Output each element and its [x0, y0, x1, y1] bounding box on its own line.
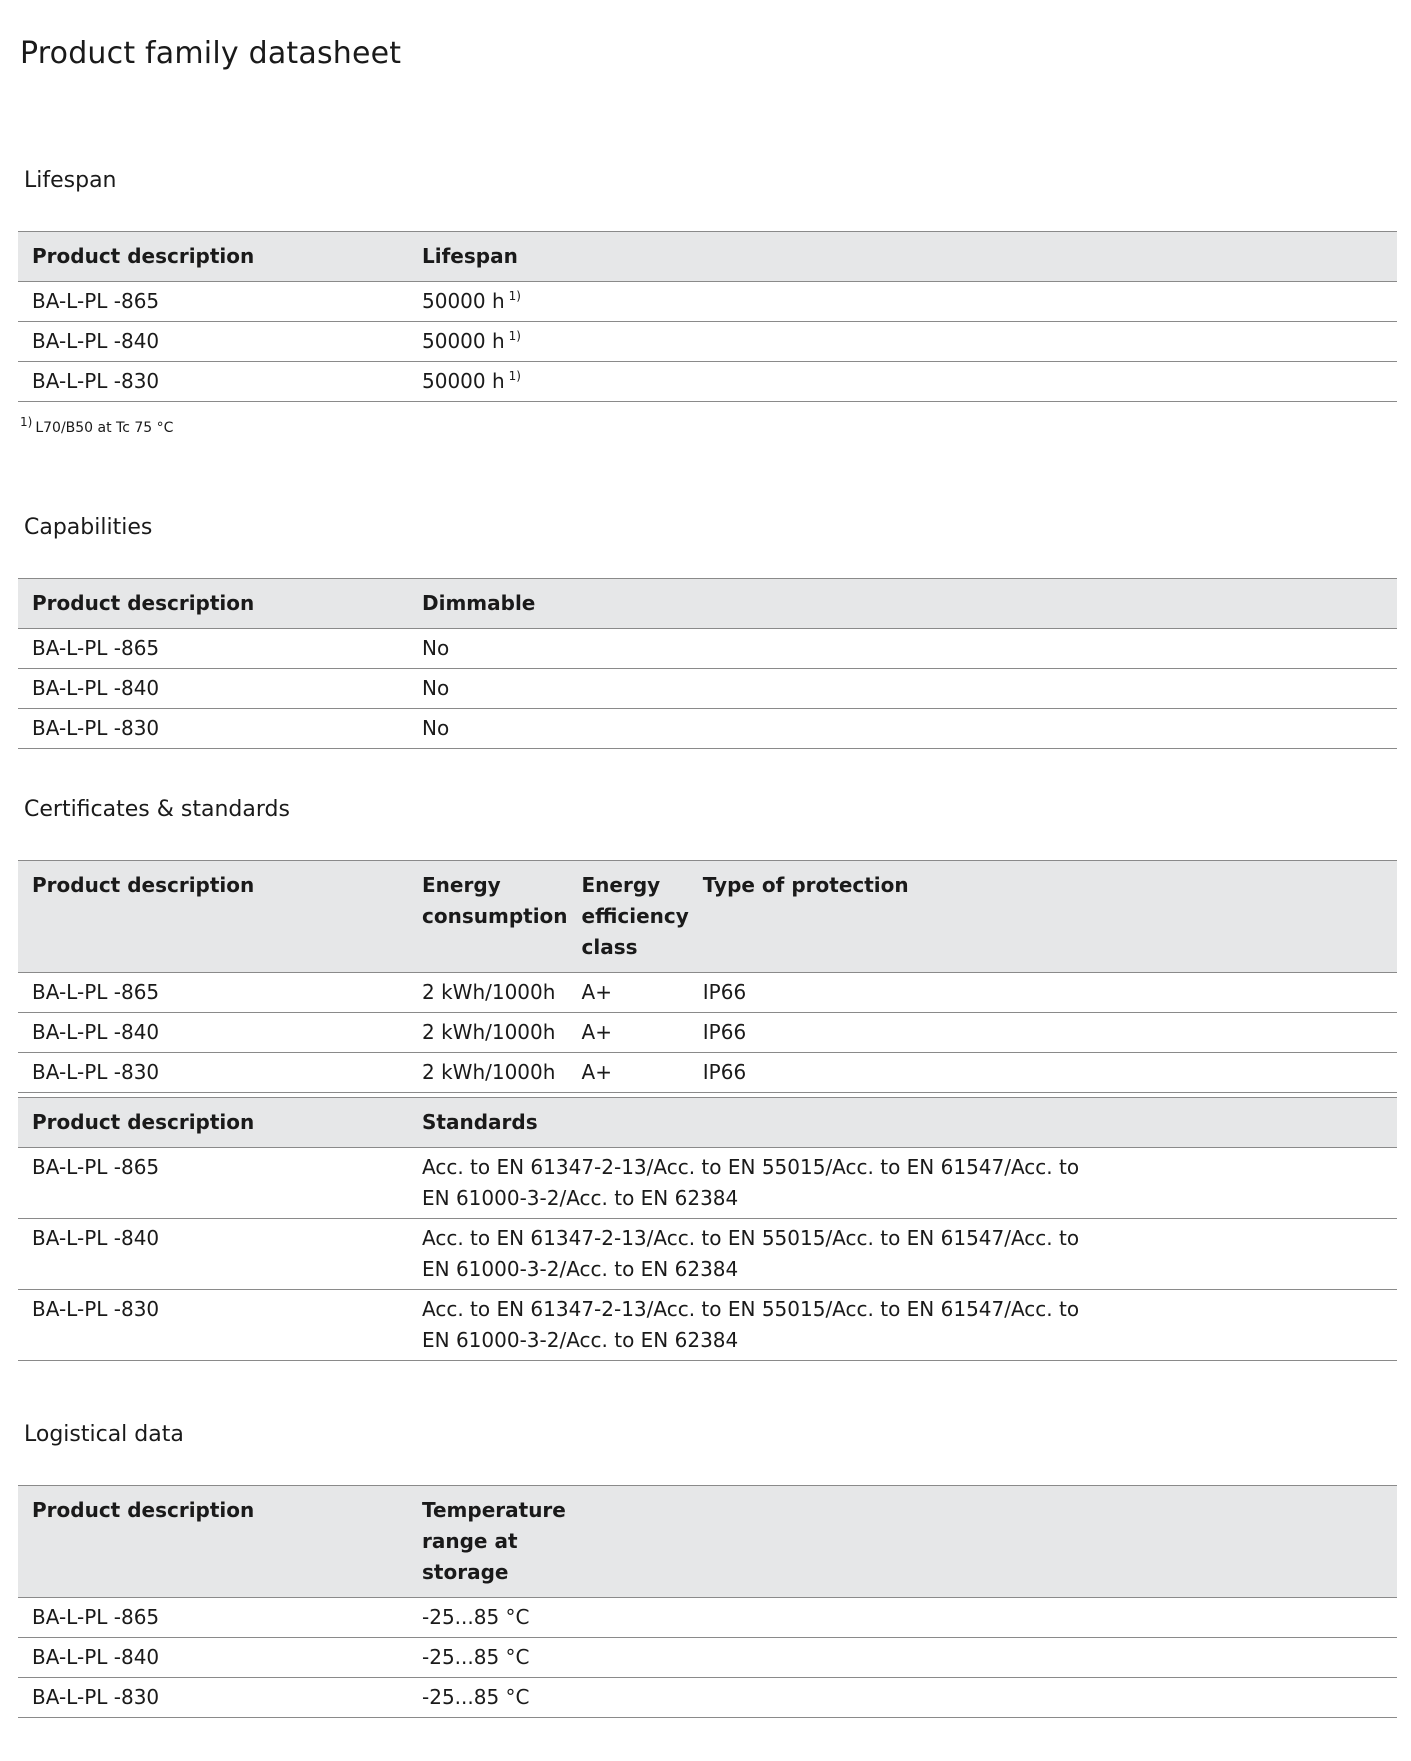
- table-row: [18, 629, 1397, 669]
- footnote: [20, 415, 174, 436]
- efficiency-cell: A+: [568, 973, 689, 1013]
- temperature-cell: -25...85 °C: [408, 1678, 1397, 1718]
- standards-cell: Acc. to EN 61347-2-13/Acc. to EN 55015/Acc. to EN 61547/Acc. to EN 61000-3-2/Acc. to EN 62384: [408, 1290, 1397, 1361]
- product-cell: BA-L-PL -840: [18, 322, 408, 362]
- lifespan-value: 50000 h: [422, 289, 505, 313]
- energy-cell: 2 kWh/1000h: [408, 973, 568, 1013]
- footnote-ref: 1): [508, 289, 521, 303]
- column-header: Type of protection: [689, 861, 1397, 973]
- product-cell: BA-L-PL -840: [18, 1638, 408, 1678]
- table-row: [18, 1678, 1397, 1718]
- column-header: [408, 1486, 1397, 1598]
- column-header: Product description: [18, 579, 408, 629]
- section-title-capabilities: Capabilities: [24, 515, 153, 540]
- certificates-table: [18, 860, 1397, 1093]
- table-header-row: [18, 1486, 1397, 1598]
- table-row: [18, 1638, 1397, 1678]
- lifespan-table: [18, 231, 1397, 402]
- column-header: Product description: [18, 1098, 408, 1148]
- footnote-ref: 1): [508, 369, 521, 383]
- page-title: Product family datasheet: [20, 36, 402, 71]
- table-row: [18, 1290, 1397, 1361]
- table-header-row: [18, 232, 1397, 282]
- table-header-row: [18, 1098, 1397, 1148]
- product-cell: BA-L-PL -865: [18, 629, 408, 669]
- column-header: Energy efficiency class: [568, 861, 689, 973]
- dimmable-cell: No: [408, 629, 1397, 669]
- product-cell: BA-L-PL -830: [18, 1053, 408, 1093]
- energy-cell: 2 kWh/1000h: [408, 1013, 568, 1053]
- product-cell: BA-L-PL -830: [18, 362, 408, 402]
- table-row: [18, 1219, 1397, 1290]
- table-row: [18, 322, 1397, 362]
- table-row: [18, 362, 1397, 402]
- capabilities-table: [18, 578, 1397, 749]
- table-header-row: [18, 579, 1397, 629]
- product-cell: BA-L-PL -865: [18, 973, 408, 1013]
- product-cell: BA-L-PL -830: [18, 709, 408, 749]
- table-row: [18, 1148, 1397, 1219]
- logistical-table: [18, 1485, 1397, 1718]
- product-cell: BA-L-PL -840: [18, 1219, 408, 1290]
- product-cell: BA-L-PL -865: [18, 282, 408, 322]
- lifespan-cell: [408, 322, 1397, 362]
- temperature-cell: -25...85 °C: [408, 1638, 1397, 1678]
- lifespan-cell: [408, 282, 1397, 322]
- lifespan-value: 50000 h: [422, 369, 505, 393]
- footnote-marker: 1): [20, 415, 33, 429]
- product-cell: BA-L-PL -840: [18, 1013, 408, 1053]
- column-header: Product description: [18, 861, 408, 973]
- product-cell: BA-L-PL -840: [18, 669, 408, 709]
- column-header: Product description: [18, 232, 408, 282]
- standards-cell: Acc. to EN 61347-2-13/Acc. to EN 55015/Acc. to EN 61547/Acc. to EN 61000-3-2/Acc. to EN 62384: [408, 1148, 1397, 1219]
- column-header: Standards: [408, 1098, 1397, 1148]
- section-title-certificates: Certificates & standards: [24, 797, 290, 822]
- standards-table: [18, 1097, 1397, 1361]
- table-row: [18, 709, 1397, 749]
- protection-cell: IP66: [689, 1013, 1397, 1053]
- footnote-text: L70/B50 at Tc 75 °C: [35, 420, 174, 436]
- efficiency-cell: A+: [568, 1013, 689, 1053]
- lifespan-cell: [408, 362, 1397, 402]
- table-header-row: [18, 861, 1397, 973]
- column-header: Energy consumption: [408, 861, 568, 973]
- protection-cell: IP66: [689, 973, 1397, 1013]
- section-title-logistical: Logistical data: [24, 1422, 184, 1447]
- product-cell: BA-L-PL -865: [18, 1148, 408, 1219]
- lifespan-value: 50000 h: [422, 329, 505, 353]
- temperature-cell: -25...85 °C: [408, 1598, 1397, 1638]
- table-row: [18, 1598, 1397, 1638]
- protection-cell: IP66: [689, 1053, 1397, 1093]
- table-row: [18, 282, 1397, 322]
- table-row: [18, 1053, 1397, 1093]
- product-cell: BA-L-PL -865: [18, 1598, 408, 1638]
- footnote-ref: 1): [508, 329, 521, 343]
- column-header: Dimmable: [408, 579, 1397, 629]
- standards-cell: Acc. to EN 61347-2-13/Acc. to EN 55015/Acc. to EN 61547/Acc. to EN 61000-3-2/Acc. to EN 62384: [408, 1219, 1397, 1290]
- table-row: [18, 973, 1397, 1013]
- product-cell: BA-L-PL -830: [18, 1678, 408, 1718]
- energy-cell: 2 kWh/1000h: [408, 1053, 568, 1093]
- table-row: [18, 1013, 1397, 1053]
- column-header: Product description: [18, 1486, 408, 1598]
- dimmable-cell: No: [408, 709, 1397, 749]
- product-cell: BA-L-PL -830: [18, 1290, 408, 1361]
- efficiency-cell: A+: [568, 1053, 689, 1093]
- column-header: Lifespan: [408, 232, 1397, 282]
- dimmable-cell: No: [408, 669, 1397, 709]
- section-title-lifespan: Lifespan: [24, 168, 117, 193]
- table-row: [18, 669, 1397, 709]
- column-header-text: Temperature range at storage: [422, 1498, 566, 1584]
